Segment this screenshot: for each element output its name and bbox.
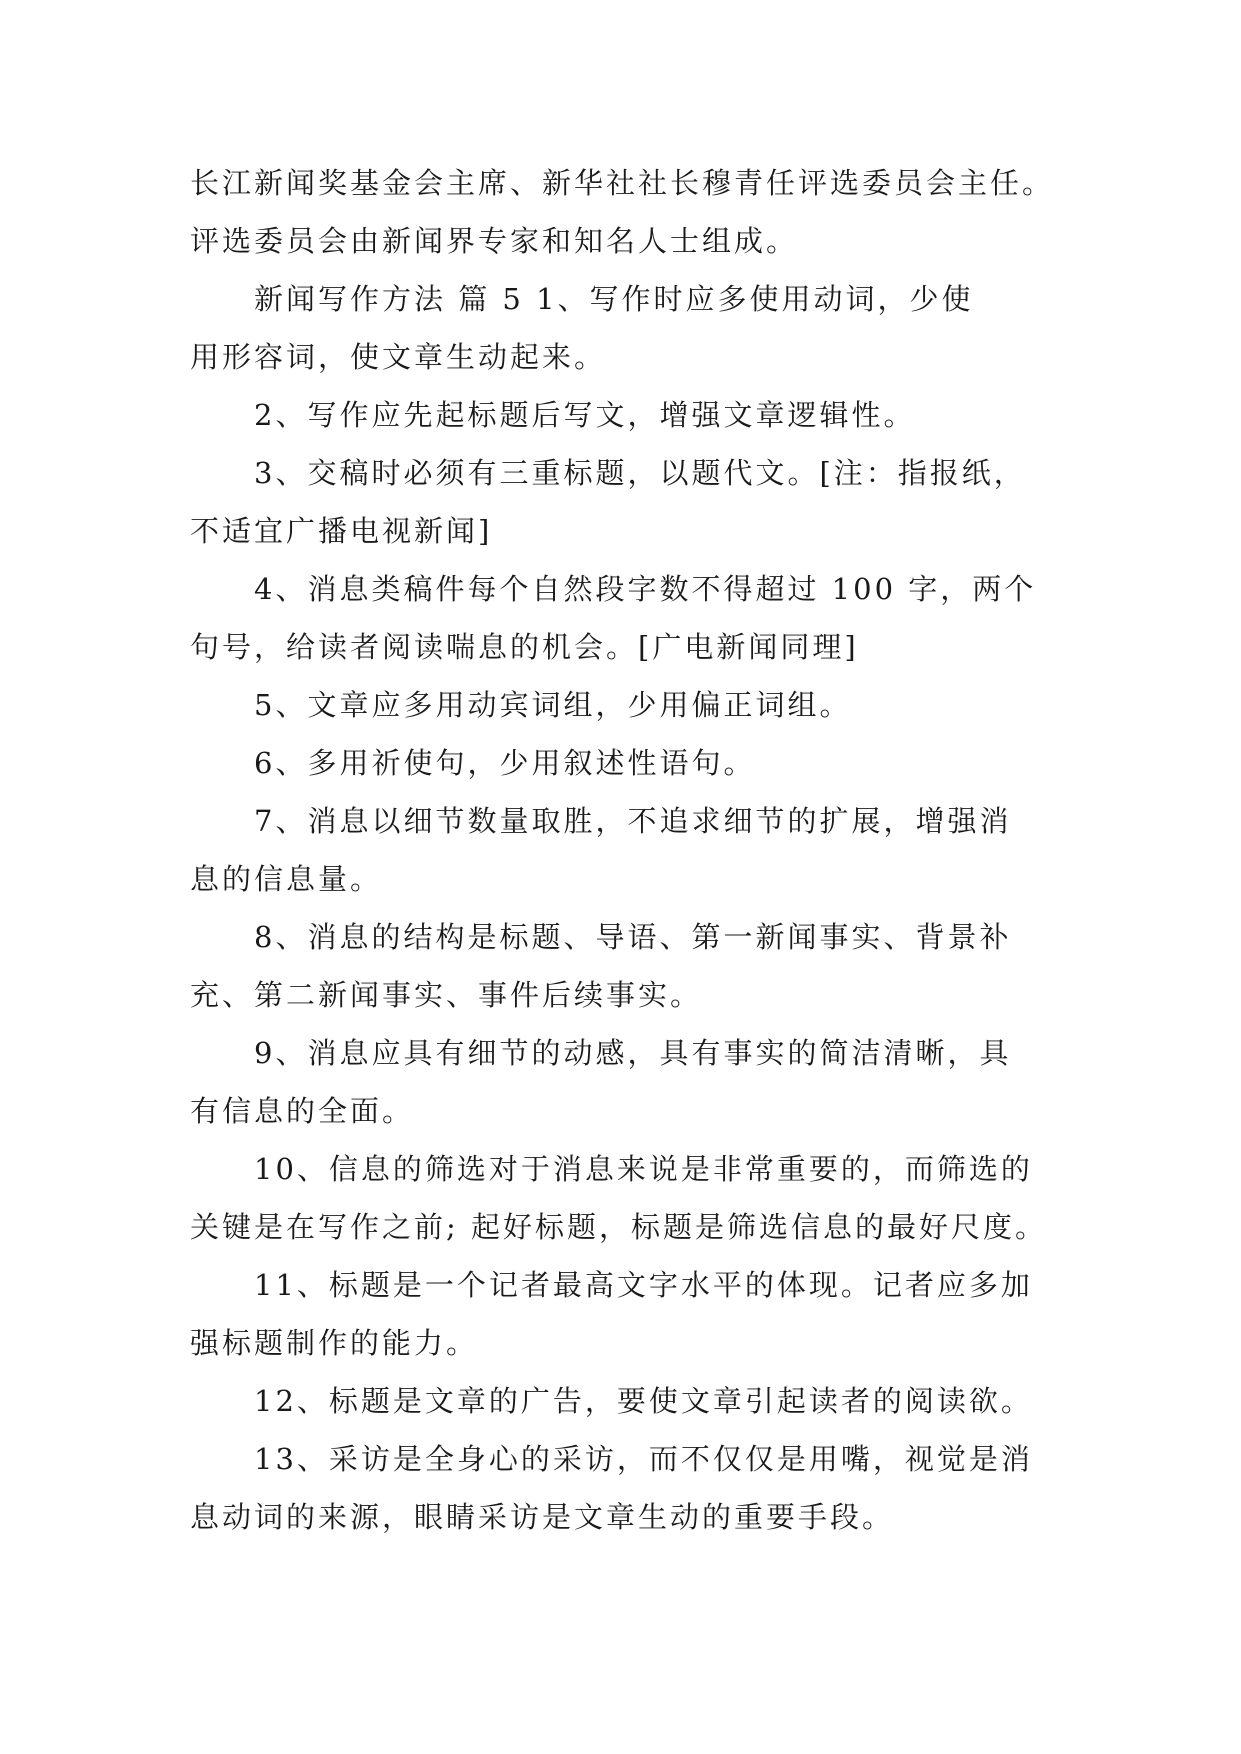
- paragraph-line: 息的信息量。: [190, 862, 383, 896]
- paragraph-12: [190, 1256, 1090, 1372]
- paragraph-line: 长江新闻奖基金会主席、新华社社长穆青任评选委员会主任。: [190, 166, 1055, 200]
- paragraph-line: 息动词的来源，眼睛采访是文章生动的重要手段。: [190, 1500, 895, 1534]
- paragraph-line: 6、多用祈使句，少用叙述性语句。: [254, 746, 756, 780]
- paragraph-2: [190, 270, 1090, 386]
- paragraph-line: 13、采访是全身心的采访，而不仅仅是用嘴，视觉是消: [254, 1442, 1033, 1476]
- paragraph-line: 关键是在写作之前; 起好标题，标题是筛选信息的最好尺度。: [190, 1210, 1047, 1244]
- document-page: [190, 154, 1090, 1546]
- paragraph-line: 2、写作应先起标题后写文，增强文章逻辑性。: [254, 398, 916, 432]
- paragraph-line: 7、消息以细节数量取胜，不追求细节的扩展，增强消: [254, 804, 1012, 838]
- paragraph-11: [190, 1140, 1090, 1256]
- paragraph-line: 新闻写作方法 篇 5 1、写作时应多使用动词，少使: [254, 282, 974, 316]
- paragraph-line: 10、信息的筛选对于消息来说是非常重要的，而筛选的: [254, 1152, 1033, 1186]
- paragraph-line: 不适宜广播电视新闻]: [190, 514, 493, 548]
- paragraph-13: [190, 1372, 1090, 1430]
- paragraph-8: [190, 792, 1090, 908]
- paragraph-line: 12、标题是文章的广告，要使文章引起读者的阅读欲。: [254, 1384, 1033, 1418]
- paragraph-4: [190, 444, 1090, 560]
- paragraph-6: [190, 676, 1090, 734]
- paragraph-line: 用形容词，使文章生动起来。: [190, 340, 607, 374]
- paragraph-line: 3、交稿时必须有三重标题，以题代文。[注：指报纸，: [254, 456, 1026, 490]
- paragraph-1: [190, 154, 1090, 270]
- paragraph-line: 8、消息的结构是标题、导语、第一新闻事实、背景补: [254, 920, 1012, 954]
- paragraph-line: 4、消息类稿件每个自然段字数不得超过 100 字，两个: [254, 572, 1037, 606]
- paragraph-5: [190, 560, 1090, 676]
- paragraph-line: 有信息的全面。: [190, 1094, 415, 1128]
- paragraph-line: 充、第二新闻事实、事件后续事实。: [190, 978, 703, 1012]
- paragraph-line: 评选委员会由新闻界专家和知名人士组成。: [190, 224, 799, 258]
- paragraph-14: [190, 1430, 1090, 1546]
- paragraph-line: 9、消息应具有细节的动感，具有事实的简洁清晰，具: [254, 1036, 1012, 1070]
- paragraph-line: 11、标题是一个记者最高文字水平的体现。记者应多加: [254, 1268, 1033, 1302]
- paragraph-line: 强标题制作的能力。: [190, 1326, 479, 1360]
- paragraph-3: [190, 386, 1090, 444]
- paragraph-line: 句号，给读者阅读喘息的机会。[广电新闻同理]: [190, 630, 859, 664]
- paragraph-9: [190, 908, 1090, 1024]
- paragraph-line: 5、文章应多用动宾词组，少用偏正词组。: [254, 688, 852, 722]
- paragraph-10: [190, 1024, 1090, 1140]
- paragraph-7: [190, 734, 1090, 792]
